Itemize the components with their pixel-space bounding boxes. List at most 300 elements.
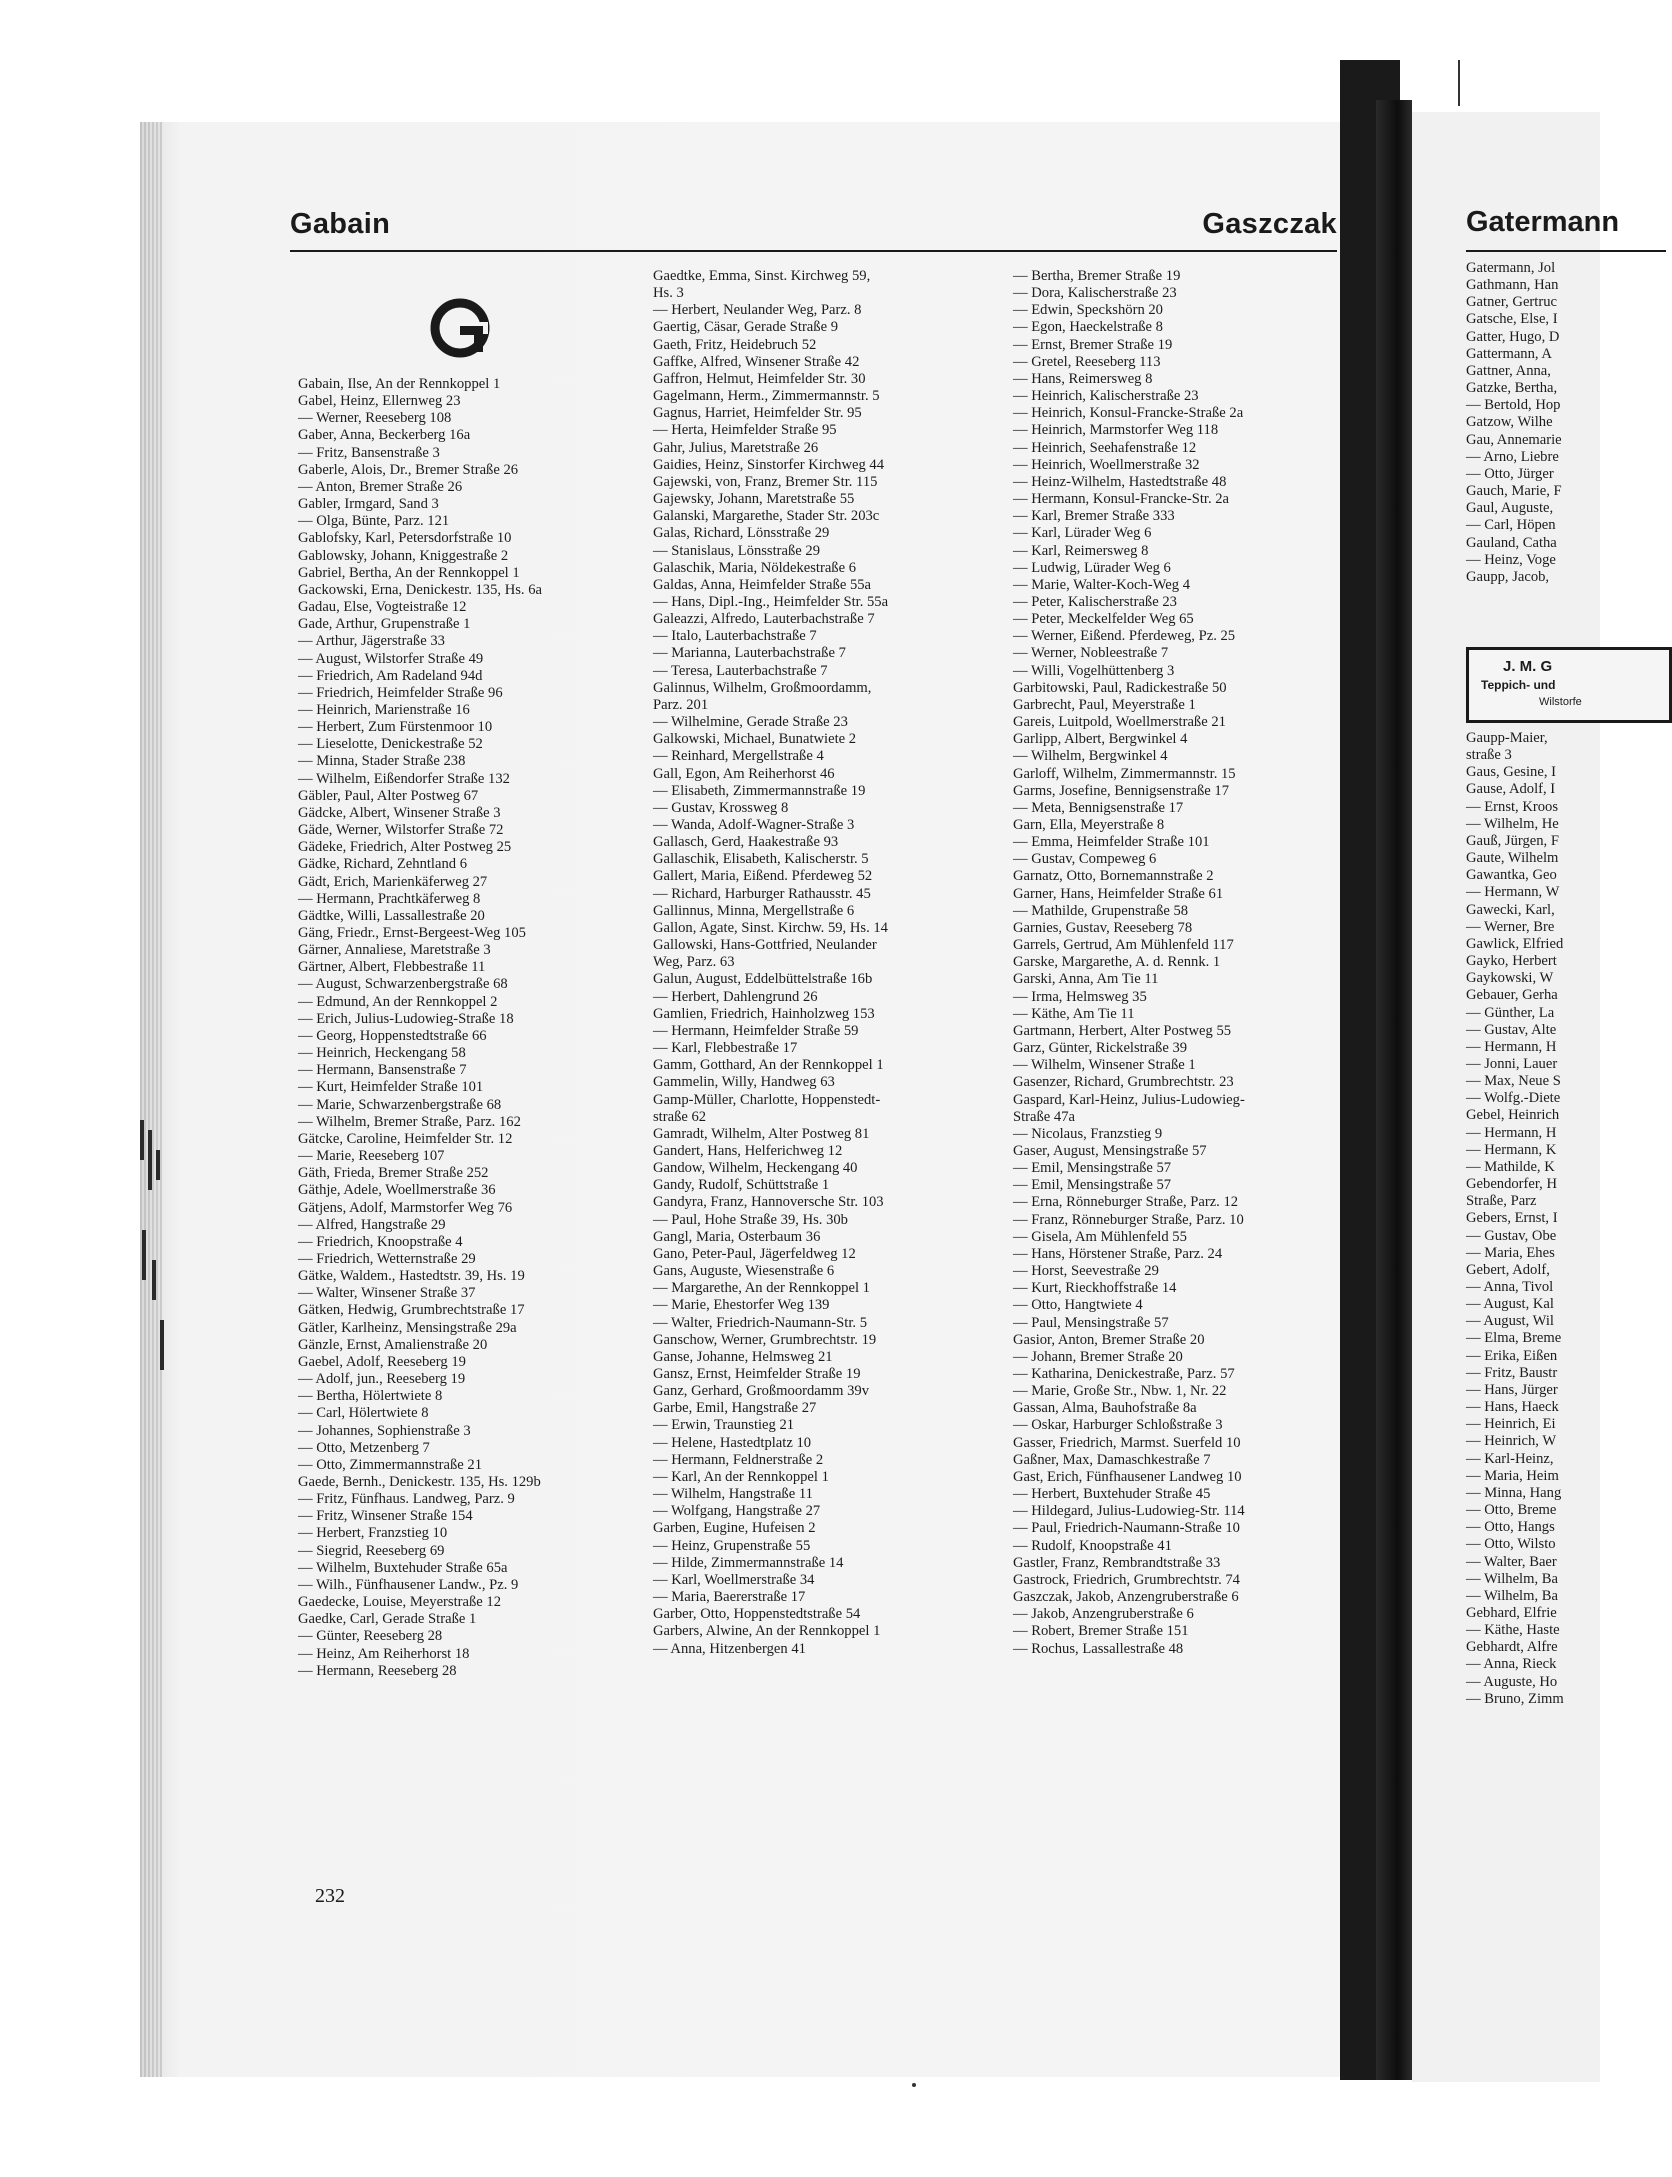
directory-entry: — Stanislaus, Lönsstraße 29 <box>653 542 821 559</box>
directory-entry: Ganschow, Werner, Grumbrechtstr. 19 <box>653 1331 877 1348</box>
directory-entry: — Siegrid, Reeseberg 69 <box>298 1542 445 1559</box>
directory-entry: — Maria, Heim <box>1466 1467 1559 1484</box>
directory-entry: Gaute, Wilhelm <box>1466 850 1559 867</box>
directory-entry: — Carl, Höpen <box>1466 517 1556 534</box>
directory-entry: Gajewsky, Johann, Maretstraße 55 <box>653 491 855 508</box>
directory-entry: Gaser, August, Mensingstraße 57 <box>1013 1142 1207 1159</box>
directory-entry: — Heinrich, Woellmerstraße 32 <box>1013 456 1200 473</box>
directory-entry: Gebauer, Gerha <box>1466 987 1558 1004</box>
advertisement-box <box>1466 647 1672 723</box>
next-page-entries-bottom <box>1466 730 1564 1708</box>
directory-entry: Gamm, Gotthard, An der Rennkoppel 1 <box>653 1057 884 1074</box>
directory-entry: Garben, Eugine, Hufeisen 2 <box>653 1520 816 1537</box>
directory-entry: Gamlien, Friedrich, Hainholzweg 153 <box>653 1005 875 1022</box>
directory-entry: — Heinrich, Seehafenstraße 12 <box>1013 439 1197 456</box>
directory-entry: — Hermann, Konsul-Francke-Str. 2a <box>1013 491 1230 508</box>
directory-entry: Straße 47a <box>1013 1108 1076 1125</box>
entries-column-3 <box>1013 268 1348 1658</box>
directory-entry: — August, Wil <box>1466 1313 1554 1330</box>
directory-entry: — Fritz, Winsener Straße 154 <box>298 1508 473 1525</box>
directory-entry: — Wilhelmine, Gerade Straße 23 <box>653 714 848 731</box>
directory-entry: — Heinz, Am Reiherhorst 18 <box>298 1645 470 1662</box>
directory-entry: — Friedrich, Wetternstraße 29 <box>298 1250 476 1267</box>
header-rule <box>290 250 1337 252</box>
directory-entry: Gaupp, Jacob, <box>1466 568 1550 585</box>
directory-entry: — Max, Neue S <box>1466 1073 1561 1090</box>
directory-entry: — Robert, Bremer Straße 151 <box>1013 1623 1189 1640</box>
directory-entry: Gärner, Annaliese, Maretstraße 3 <box>298 942 491 959</box>
directory-entry: Gau, Annemarie <box>1466 431 1562 448</box>
directory-entry: Garrels, Gertrud, Am Mühlenfeld 117 <box>1013 937 1234 954</box>
directory-entry: Gaul, Auguste, <box>1466 500 1554 517</box>
directory-entry: Gallert, Maria, Eißend. Pferdeweg 52 <box>653 868 873 885</box>
directory-entry: Gamp-Müller, Charlotte, Hoppenstedt- <box>653 1091 881 1108</box>
directory-entry: — Nicolaus, Franzstieg 9 <box>1013 1125 1163 1142</box>
directory-entry: Gaykowski, W <box>1466 970 1554 987</box>
next-page-partial <box>1412 112 1620 2082</box>
letter-g-mark <box>432 300 488 356</box>
directory-entry: Gallowski, Hans-Gottfried, Neulander <box>653 937 877 954</box>
directory-entry: — Maria, Baererstraße 17 <box>653 1589 806 1606</box>
directory-entry: — Anna, Tivol <box>1466 1279 1554 1295</box>
directory-entry: — Hermann, Bansenstraße 7 <box>298 1062 467 1079</box>
next-page-header: Gatermann <box>1466 206 1620 238</box>
directory-entry: — Herbert, Dahlengrund 26 <box>653 988 818 1005</box>
directory-entry: Gaberle, Alois, Dr., Bremer Straße 26 <box>298 461 519 478</box>
directory-entry: — Karl, Bremer Straße 333 <box>1013 508 1175 525</box>
directory-entry: — Willi, Vogelhüttenberg 3 <box>1013 662 1175 679</box>
directory-entry: — Herbert, Buxtehuder Straße 45 <box>1013 1486 1211 1503</box>
directory-entry: Gastler, Franz, Rembrandtstraße 33 <box>1013 1554 1221 1571</box>
directory-entry: — Reinhard, Mergellstraße 4 <box>653 748 824 765</box>
directory-entry: Garbrecht, Paul, Meyerstraße 1 <box>1013 696 1196 713</box>
directory-entry: Galkowski, Michael, Bunatwiete 2 <box>653 731 857 748</box>
directory-entry: — Emil, Mensingstraße 57 <box>1013 1177 1172 1194</box>
directory-entry: — Peter, Kalischerstraße 23 <box>1013 593 1177 610</box>
directory-entry: Gaus, Gesine, I <box>1466 764 1556 781</box>
directory-entry: Galanski, Margarethe, Stader Str. 203c <box>653 508 880 525</box>
directory-entry: — Gustav, Krossweg 8 <box>653 799 789 816</box>
directory-entry: — Fritz, Fünfhaus. Landweg, Parz. 9 <box>298 1491 515 1508</box>
directory-entry: — Otto, Jürger <box>1466 465 1554 482</box>
directory-entry: Gaupp-Maier, <box>1466 730 1548 746</box>
directory-entry: — August, Kal <box>1466 1296 1554 1313</box>
directory-entry: straße 62 <box>653 1108 707 1125</box>
directory-entry: Gaebel, Adolf, Reeseberg 19 <box>298 1353 466 1370</box>
directory-entry: Gaertig, Cäsar, Gerade Straße 9 <box>653 319 839 336</box>
directory-entry: Gandyra, Franz, Hannoversche Str. 103 <box>653 1194 884 1211</box>
directory-entry: — Hermann, H <box>1466 1124 1557 1141</box>
directory-entry: — Auguste, Ho <box>1466 1673 1558 1690</box>
directory-entry: — Minna, Hang <box>1466 1484 1562 1501</box>
directory-entry: Gablowsky, Johann, Kniggestraße 2 <box>298 547 509 564</box>
directory-entry: Gagelmann, Herm., Zimmermannstr. 5 <box>653 388 880 405</box>
directory-entry: — Irma, Helmsweg 35 <box>1013 988 1147 1005</box>
directory-entry: — Bruno, Zimm <box>1466 1690 1564 1707</box>
directory-entry: — Mathilde, K <box>1466 1158 1555 1175</box>
directory-entry: — Otto, Hangtwiete 4 <box>1013 1297 1143 1314</box>
directory-entry: Gaedtke, Emma, Sinst. Kirchweg 59, <box>653 268 871 284</box>
directory-entry: Gagnus, Harriet, Heimfelder Str. 95 <box>653 405 862 422</box>
directory-entry: Gäng, Friedr., Ernst-Bergeest-Weg 105 <box>298 925 526 941</box>
directory-entry: — Marie, Reeseberg 107 <box>298 1148 445 1165</box>
directory-entry: Gänzle, Ernst, Amalienstraße 20 <box>298 1336 488 1353</box>
directory-entry: — August, Wilstorfer Straße 49 <box>298 650 484 667</box>
directory-entry: — Marianna, Lauterbachstraße 7 <box>653 645 846 662</box>
directory-entry: Gaede, Bernh., Denickestr. 135, Hs. 129b <box>298 1474 541 1490</box>
directory-entry: — Marie, Schwarzenbergstraße 68 <box>298 1096 502 1113</box>
directory-entry: — Günther, La <box>1466 1004 1555 1021</box>
directory-entry: — Käthe, Haste <box>1466 1622 1560 1639</box>
directory-entry: Gayko, Herbert <box>1466 953 1557 970</box>
directory-entry: — Karl, Lürader Weg 6 <box>1013 525 1152 542</box>
directory-entry: — Jonni, Lauer <box>1466 1055 1558 1072</box>
directory-entry: — Ernst, Kroos <box>1466 798 1559 815</box>
directory-entry: Gandow, Wilhelm, Heckengang 40 <box>653 1160 858 1177</box>
directory-entry: — Hilde, Zimmermannstraße 14 <box>653 1554 844 1571</box>
directory-entry: Gabain, Ilse, An der Rennkoppel 1 <box>298 376 501 392</box>
directory-entry: — Edwin, Speckshörn 20 <box>1013 302 1163 319</box>
directory-entry: — Käthe, Am Tie 11 <box>1013 1005 1135 1022</box>
directory-entry: — Rudolf, Knoopstraße 41 <box>1013 1537 1172 1554</box>
directory-entry: Gackowski, Erna, Denickestr. 135, Hs. 6a <box>298 581 542 598</box>
directory-entry: Gahr, Julius, Maretstraße 26 <box>653 439 819 456</box>
directory-entry: Gatzow, Wilhe <box>1466 414 1553 431</box>
directory-entry: Gaspard, Karl-Heinz, Julius-Ludowieg- <box>1013 1091 1245 1108</box>
directory-entry: — Gustav, Alte <box>1466 1021 1557 1038</box>
directory-entry: — Anna, Rieck <box>1466 1656 1557 1673</box>
directory-entry: — Karl, Woellmerstraße 34 <box>653 1571 815 1588</box>
directory-entry: — Ernst, Bremer Straße 19 <box>1013 336 1173 353</box>
entries-column-1 <box>298 376 633 1680</box>
directory-entry: — Heinz-Wilhelm, Hastedtstraße 48 <box>1013 473 1227 490</box>
directory-entry: Gallon, Agate, Sinst. Kirchw. 59, Hs. 14 <box>653 919 888 936</box>
directory-entry: — Otto, Breme <box>1466 1502 1557 1519</box>
directory-entry: — Bertold, Hop <box>1466 397 1561 414</box>
directory-entry: — Gretel, Reeseberg 113 <box>1013 353 1161 370</box>
directory-entry: — Minna, Stader Straße 238 <box>298 753 466 770</box>
directory-entry: Gareis, Luitpold, Woellmerstraße 21 <box>1013 714 1226 731</box>
directory-entry: Garloff, Wilhelm, Zimmermannstr. 15 <box>1013 765 1236 782</box>
directory-entry: — Oskar, Harburger Schloßstraße 3 <box>1013 1417 1223 1434</box>
directory-entry: — Hermann, W <box>1466 884 1560 901</box>
directory-entry: — Friedrich, Heimfelder Straße 96 <box>298 684 503 701</box>
directory-entry: Gaedke, Carl, Gerade Straße 1 <box>298 1611 477 1628</box>
directory-entry: — Wilhelm, Buxtehuder Straße 65a <box>298 1559 508 1576</box>
directory-entry: Galdas, Anna, Heimfelder Straße 55a <box>653 576 872 593</box>
directory-entry: — Günter, Reeseberg 28 <box>298 1628 443 1645</box>
directory-entry: — Teresa, Lauterbachstraße 7 <box>653 662 828 679</box>
directory-page <box>290 200 1345 1920</box>
directory-entry: — Werner, Reeseberg 108 <box>298 410 452 427</box>
directory-entry: Gall, Egon, Am Reiherhorst 46 <box>653 765 835 782</box>
header-last-entry: Gaszczak <box>1202 208 1337 240</box>
directory-entry: — Heinrich, W <box>1466 1433 1557 1450</box>
directory-entry: Gans, Auguste, Wiesenstraße 6 <box>653 1263 835 1280</box>
directory-entry: — Wilh., Fünfhausener Landw., Pz. 9 <box>298 1576 519 1593</box>
directory-entry: — Wilhelm, Winsener Straße 1 <box>1013 1057 1196 1074</box>
directory-entry: Parz. 201 <box>653 696 709 713</box>
directory-entry: — Wilhelm, Eißendorfer Straße 132 <box>298 770 510 787</box>
directory-entry: Galun, August, Eddelbüttelstraße 16b <box>653 971 873 988</box>
directory-entry: Gallasch, Gerd, Haakestraße 93 <box>653 834 839 851</box>
directory-entry: Gauch, Marie, F <box>1466 483 1562 500</box>
directory-entry: Gädcke, Albert, Winsener Straße 3 <box>298 804 501 821</box>
directory-entry: — Hermann, Prachtkäferweg 8 <box>298 890 481 907</box>
directory-entry: — Wilhelm, He <box>1466 815 1559 832</box>
directory-entry: Gäth, Frieda, Bremer Straße 252 <box>298 1165 489 1182</box>
header-first-entry: Gabain <box>290 208 391 240</box>
directory-entry: — Egon, Haeckelstraße 8 <box>1013 319 1163 336</box>
directory-entry: Garbers, Alwine, An der Rennkoppel 1 <box>653 1623 881 1640</box>
directory-entry: Gäthje, Adele, Woellmerstraße 36 <box>298 1182 496 1199</box>
directory-entry: — Heinz, Grupenstraße 55 <box>653 1537 811 1554</box>
directory-entry: — Paul, Hohe Straße 39, Hs. 30b <box>653 1211 848 1228</box>
directory-entry: Gädeke, Friedrich, Alter Postweg 25 <box>298 839 512 856</box>
directory-entry: Gärtner, Albert, Flebbestraße 11 <box>298 959 486 976</box>
directory-entry: — Karl, An der Rennkoppel 1 <box>653 1468 829 1485</box>
directory-entry: — Johannes, Sophienstraße 3 <box>298 1422 471 1439</box>
directory-entry: Garnies, Gustav, Reeseberg 78 <box>1013 919 1193 936</box>
directory-entry: — Katharina, Denickestraße, Parz. 57 <box>1013 1366 1235 1382</box>
directory-entry: Gäbler, Paul, Alter Postweg 67 <box>298 787 479 804</box>
directory-entry: Gastrock, Friedrich, Grumbrechtstr. 74 <box>1013 1571 1240 1588</box>
directory-entry: — Bertha, Bremer Straße 19 <box>1013 268 1181 284</box>
directory-entry: Gajewski, von, Franz, Bremer Str. 115 <box>653 473 878 490</box>
directory-entry: — Werner, Nobleestraße 7 <box>1013 645 1169 662</box>
directory-entry: — Wilhelm, Bergwinkel 4 <box>1013 748 1168 765</box>
directory-entry: — Wolfgang, Hangstraße 27 <box>653 1503 821 1520</box>
directory-entry: Gawlick, Elfried <box>1466 935 1564 952</box>
directory-entry: Ganz, Gerhard, Großmoordamm 39v <box>653 1383 870 1400</box>
advertisement-name: J. M. G <box>1503 658 1553 675</box>
directory-entry: — August, Schwarzenbergstraße 68 <box>298 976 508 993</box>
directory-entry: Gauland, Catha <box>1466 534 1557 551</box>
directory-entry: Gätjens, Adolf, Marmstorfer Weg 76 <box>298 1199 513 1216</box>
directory-entry: — Wilhelm, Hangstraße 11 <box>653 1486 813 1503</box>
directory-entry: — Rochus, Lassallestraße 48 <box>1013 1640 1184 1657</box>
directory-entry: — Heinz, Voge <box>1466 551 1556 568</box>
directory-entry: — Walter, Friedrich-Naumann-Str. 5 <box>653 1314 867 1331</box>
directory-entry: Gangl, Maria, Osterbaum 36 <box>653 1228 821 1245</box>
directory-entry: — Heinrich, Marmstorfer Weg 118 <box>1013 422 1219 439</box>
directory-entry: — Mathilde, Grupenstraße 58 <box>1013 902 1189 919</box>
directory-entry: — Emma, Heimfelder Straße 101 <box>1013 834 1210 851</box>
directory-entry: Garbe, Emil, Hangstraße 27 <box>653 1400 817 1417</box>
directory-entry: — Heinrich, Marienstraße 16 <box>298 701 470 718</box>
directory-entry: Gattermann, A <box>1466 345 1552 362</box>
directory-entry: — Richard, Harburger Rathausstr. 45 <box>653 885 871 902</box>
directory-entry: Gatter, Hugo, D <box>1466 328 1560 345</box>
directory-entry: Gause, Adolf, I <box>1466 781 1556 798</box>
directory-entry: — Fritz, Bansenstraße 3 <box>298 444 440 461</box>
directory-entry: — Carl, Hölertwiete 8 <box>298 1405 429 1422</box>
directory-entry: Gartmann, Herbert, Alter Postweg 55 <box>1013 1022 1232 1039</box>
directory-entry: Gebel, Heinrich <box>1466 1107 1560 1124</box>
directory-entry: Gätke, Waldem., Hastedtstr. 39, Hs. 19 <box>298 1268 525 1285</box>
directory-entry: — Wanda, Adolf-Wagner-Straße 3 <box>653 817 855 833</box>
directory-entry: — Friedrich, Am Radeland 94d <box>298 667 483 684</box>
directory-entry: Gablofsky, Karl, Petersdorfstraße 10 <box>298 530 512 547</box>
directory-entry: — Marie, Große Str., Nbw. 1, Nr. 22 <box>1013 1383 1227 1400</box>
directory-entry: Gandert, Hans, Helferichweg 12 <box>653 1142 843 1159</box>
directory-entry: Garnatz, Otto, Bornemannstraße 2 <box>1013 868 1214 885</box>
directory-entry: straße 3 <box>1466 747 1512 764</box>
directory-entry: Gebert, Adolf, <box>1466 1261 1550 1278</box>
directory-entry: — Hans, Dipl.-Ing., Heimfelder Str. 55a <box>653 593 889 610</box>
directory-entry: Garske, Margarethe, A. d. Rennk. 1 <box>1013 954 1221 971</box>
directory-entry: Gawantka, Geo <box>1466 867 1557 884</box>
directory-entry: Garz, Günter, Rickelstraße 39 <box>1013 1040 1188 1057</box>
directory-entry: Gassan, Alma, Bauhofstraße 8a <box>1013 1400 1197 1417</box>
directory-entry: Garms, Josefine, Bennigsenstraße 17 <box>1013 782 1230 799</box>
directory-entry: Gaidies, Heinz, Sinstorfer Kirchweg 44 <box>653 456 885 473</box>
directory-entry: Galas, Richard, Lönsstraße 29 <box>653 525 830 542</box>
directory-entry: Gallaschik, Elisabeth, Kalischerstr. 5 <box>653 851 869 868</box>
directory-entry: — Hermann, Feldnerstraße 2 <box>653 1451 824 1468</box>
directory-entry: — Anna, Hitzenbergen 41 <box>653 1640 806 1657</box>
directory-entry: — Otto, Zimmermannstraße 21 <box>298 1456 483 1473</box>
directory-entry: — Wolfg.-Diete <box>1466 1090 1561 1107</box>
directory-entry: — Franz, Rönneburger Straße, Parz. 10 <box>1013 1211 1244 1228</box>
advertisement-line1: Teppich- und <box>1481 678 1556 692</box>
directory-entry: Gädt, Erich, Marienkäferweg 27 <box>298 873 488 890</box>
directory-entry: — Karl, Flebbestraße 17 <box>653 1040 798 1057</box>
directory-entry: — Hildegard, Julius-Ludowieg-Str. 114 <box>1013 1503 1245 1520</box>
directory-entry: — Georg, Hoppenstedtstraße 66 <box>298 1027 487 1044</box>
directory-entry: — Horst, Seevestraße 29 <box>1013 1263 1159 1280</box>
directory-entry: — Friedrich, Knoopstraße 4 <box>298 1233 463 1250</box>
directory-entry: Gast, Erich, Fünfhausener Landweg 10 <box>1013 1468 1242 1485</box>
frame-line <box>1458 60 1460 106</box>
directory-entry: Gatzke, Bertha, <box>1466 380 1558 397</box>
directory-entry: Gaszczak, Jakob, Anzengruberstraße 6 <box>1013 1589 1239 1606</box>
next-page-header-rule <box>1466 250 1666 252</box>
directory-entry: — Wilhelm, Ba <box>1466 1570 1558 1587</box>
directory-entry: — Heinrich, Ei <box>1466 1416 1556 1433</box>
page-edge-stack <box>140 122 162 2077</box>
directory-entry: — Anton, Bremer Straße 26 <box>298 478 463 495</box>
directory-entry: — Margarethe, An der Rennkoppel 1 <box>653 1280 870 1297</box>
directory-entry: — Wilhelm, Ba <box>1466 1587 1558 1604</box>
directory-entry: — Paul, Friedrich-Naumann-Straße 10 <box>1013 1520 1240 1537</box>
directory-entry: Gano, Peter-Paul, Jägerfeldweg 12 <box>653 1245 856 1262</box>
directory-entry: — Adolf, jun., Reeseberg 19 <box>298 1371 466 1388</box>
directory-entry: — Gustav, Obe <box>1466 1227 1557 1244</box>
directory-entry: Gabel, Heinz, Ellernweg 23 <box>298 393 461 410</box>
directory-entry: — Ludwig, Lürader Weg 6 <box>1013 559 1171 576</box>
directory-entry: — Erika, Eißen <box>1466 1347 1558 1364</box>
directory-entry: — Kurt, Heimfelder Straße 101 <box>298 1079 484 1096</box>
directory-entry: Gaedecke, Louise, Meyerstraße 12 <box>298 1594 502 1611</box>
directory-entry: — Elisabeth, Zimmermannstraße 19 <box>653 782 866 799</box>
directory-entry: — Erich, Julius-Ludowieg-Straße 18 <box>298 1010 514 1027</box>
directory-entry: — Herbert, Franzstieg 10 <box>298 1525 448 1542</box>
directory-entry: Gasenzer, Richard, Grumbrechtstr. 23 <box>1013 1074 1234 1091</box>
directory-entry: — Hermann, Heimfelder Straße 59 <box>653 1022 859 1039</box>
directory-entry: Gasior, Anton, Bremer Straße 20 <box>1013 1331 1205 1348</box>
directory-entry: Gabriel, Bertha, An der Rennkoppel 1 <box>298 564 520 581</box>
directory-entry: Gädke, Richard, Zehntland 6 <box>298 856 467 873</box>
directory-entry: Gabler, Irmgard, Sand 3 <box>298 496 439 513</box>
directory-entry: — Heinrich, Konsul-Francke-Straße 2a <box>1013 405 1244 422</box>
directory-entry: Gansz, Ernst, Heimfelder Straße 19 <box>653 1366 861 1382</box>
directory-entry: — Bertha, Hölertwiete 8 <box>298 1388 443 1405</box>
directory-entry: Straße, Parz <box>1466 1193 1537 1210</box>
directory-entry: — Walter, Winsener Straße 37 <box>298 1285 476 1302</box>
directory-entry: Gaffke, Alfred, Winsener Straße 42 <box>653 353 860 370</box>
directory-entry: — Gustav, Compeweg 6 <box>1013 851 1157 868</box>
directory-entry: Gebendorfer, H <box>1466 1176 1557 1193</box>
directory-entry: Weg, Parz. 63 <box>653 954 735 971</box>
directory-entry: — Meta, Bennigsenstraße 17 <box>1013 799 1184 816</box>
directory-entry: — Helene, Hastedtplatz 10 <box>653 1434 812 1451</box>
directory-entry: Hs. 3 <box>653 285 684 302</box>
directory-entry: — Kurt, Rieckhoffstraße 14 <box>1013 1280 1177 1297</box>
directory-entry: — Erna, Rönneburger Straße, Parz. 12 <box>1013 1194 1239 1211</box>
directory-entry: — Heinrich, Kalischerstraße 23 <box>1013 388 1199 405</box>
directory-entry: Garner, Hans, Heimfelder Straße 61 <box>1013 885 1224 902</box>
directory-entry: — Dora, Kalischerstraße 23 <box>1013 285 1177 302</box>
directory-entry: Galaschik, Maria, Nöldekestraße 6 <box>653 559 857 576</box>
directory-entry: — Marie, Ehestorfer Weg 139 <box>653 1297 830 1314</box>
directory-entry: Garber, Otto, Hoppenstedtstraße 54 <box>653 1606 861 1623</box>
directory-entry: Garlipp, Albert, Bergwinkel 4 <box>1013 731 1188 748</box>
directory-entry: — Heinrich, Heckengang 58 <box>298 1045 466 1062</box>
directory-entry: — Fritz, Baustr <box>1466 1364 1558 1381</box>
directory-entry: Gasser, Friedrich, Marmst. Suerfeld 10 <box>1013 1434 1241 1451</box>
directory-entry: Gebhardt, Alfre <box>1466 1639 1558 1656</box>
directory-entry: — Elma, Breme <box>1466 1330 1562 1347</box>
directory-entry: Galinnus, Wilhelm, Großmoordamm, <box>653 679 872 696</box>
directory-entry: — Alfred, Hangstraße 29 <box>298 1216 446 1233</box>
directory-entry: — Arthur, Jägerstraße 33 <box>298 633 445 650</box>
directory-entry: Gade, Arthur, Grupenstraße 1 <box>298 616 471 633</box>
directory-entry: Garski, Anna, Am Tie 11 <box>1013 971 1159 988</box>
directory-entry: Gaßner, Max, Damaschkestraße 7 <box>1013 1451 1211 1468</box>
next-page-entries-top <box>1466 260 1562 586</box>
directory-entry: — Hermann, Reeseberg 28 <box>298 1662 457 1679</box>
directory-entry: Gandy, Rudolf, Schüttstraße 1 <box>653 1177 830 1194</box>
directory-entry: Gattner, Anna, <box>1466 362 1551 379</box>
directory-entry: — Werner, Eißend. Pferdeweg, Pz. 25 <box>1013 628 1236 645</box>
directory-entry: — Walter, Baer <box>1466 1553 1557 1570</box>
directory-entry: Gamradt, Wilhelm, Alter Postweg 81 <box>653 1125 870 1142</box>
directory-entry: Gädtke, Willi, Lassallestraße 20 <box>298 907 485 924</box>
directory-entry: Gatsche, Else, I <box>1466 311 1558 328</box>
directory-entry: — Wilhelm, Bremer Straße, Parz. 162 <box>298 1113 521 1130</box>
directory-entry: — Karl-Heinz, <box>1466 1450 1554 1467</box>
scan-dust-dot <box>912 2083 916 2087</box>
directory-entry: Gebers, Ernst, I <box>1466 1210 1558 1227</box>
directory-entry: — Paul, Mensingstraße 57 <box>1013 1314 1169 1331</box>
directory-entry: Gaeth, Fritz, Heidebruch 52 <box>653 336 817 353</box>
directory-entry: — Hermann, H <box>1466 1038 1557 1055</box>
directory-entry: Gätken, Hedwig, Grumbrechtstraße 17 <box>298 1302 525 1319</box>
directory-entry: Galeazzi, Alfredo, Lauterbachstraße 7 <box>653 611 875 628</box>
directory-entry: — Maria, Ehes <box>1466 1244 1555 1261</box>
directory-entry: — Herta, Heimfelder Straße 95 <box>653 422 837 439</box>
directory-entry: Gadau, Else, Vogteistraße 12 <box>298 599 467 616</box>
directory-entry: — Johann, Bremer Straße 20 <box>1013 1348 1183 1365</box>
directory-entry: — Peter, Meckelfelder Weg 65 <box>1013 611 1194 628</box>
directory-entry: Gätler, Karlheinz, Mensingstraße 29a <box>298 1319 517 1336</box>
directory-entry: — Olga, Bünte, Parz. 121 <box>298 513 450 530</box>
directory-entry: — Hermann, K <box>1466 1141 1557 1158</box>
directory-entry: Gaffron, Helmut, Heimfelder Str. 30 <box>653 370 866 387</box>
directory-entry: Gaber, Anna, Beckerberg 16a <box>298 427 471 444</box>
directory-entry: — Lieselotte, Denickestraße 52 <box>298 736 483 753</box>
